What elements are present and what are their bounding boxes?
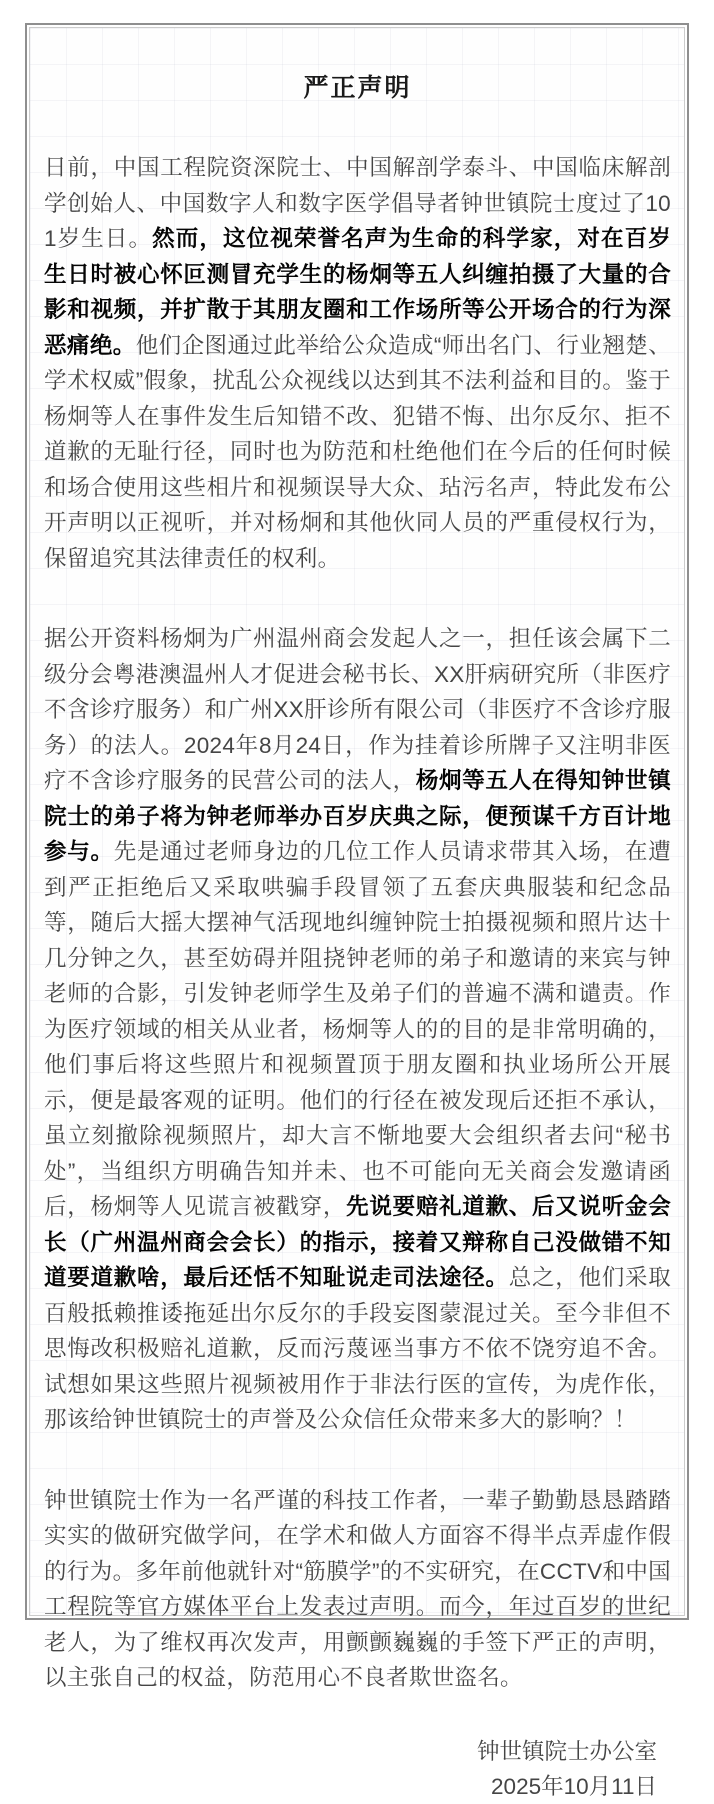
paragraph-2-text-2: 先是通过老师身边的几位工作人员请求带其入场，在遭到严正拒绝后又采取哄骗手段冒领了五套庆典服装和纪念品等，随后大摇大摆神气活现地纠缠钟院士拍摄视频和照片达十几分钟之久，甚至妨碍并阻挠钟老师的弟子和邀请的来宾与钟老师的合影，引发钟老师学生及弟子们的普遍不满和谴责。作为医疗领域的相关从业者，杨炯等人的的目的是非常明确的，他们事后将这些照片和视频置顶于朋友圈和执业场所公开展示，便是最客观的证明。他们的行径在被发现后还拒不承认，虽立刻撤除视频照片，却大言不惭地要大会组织者去问“秘书处”，当组织方明确告知并未、也不可能向无关商会发邀请函后，杨炯等人见谎言被戳穿，: [44, 839, 671, 1219]
paragraph-1-text: 日前，中国工程院资深院士、中国解剖学泰斗、中国临床解剖学创始人、中国数字人和数字医学倡导者钟世镇院士度过了101岁生日。: [44, 155, 671, 251]
paragraph-2-bold-2: 先说要赔礼道歉、后又说听金会长（广州温州商会会长）的指示，接着又辩称自己没做错不知道要道歉啥，最后还恬不知耻说走司法途径。: [44, 1194, 672, 1290]
signature-office: 钟世镇院士办公室: [476, 1738, 657, 1764]
document-title: 严正声明: [303, 74, 412, 102]
paragraph-1-bold: 然而，这位视荣誉名声为生命的科学家，对在百岁生日时被心怀叵测冒充学生的杨炯等五人纠缠拍摄了大量的合影和视频，并扩散于其朋友圈和工作场所等公开场合的行为深恶痛绝。: [44, 226, 671, 358]
paragraph-3: [44, 1483, 671, 1696]
document-frame: [25, 23, 689, 1799]
paragraph-2-text: 据公开资料杨炯为广州温州商会发起人之一，担任该会属下二级分会粤港澳温州人才促进会秘书长、XX肝病研究所（非医疗不含诊疗服务）和广州XX肝诊所有限公司（非医疗不含诊疗服务）的法人。2024年8月24日，作为挂着诊所牌子又注明非医疗不含诊疗服务的民营公司的法人，: [44, 626, 671, 793]
signature-date: 2025年10月11日: [491, 1773, 657, 1799]
paragraph-1-text-2: 他们企图通过此举给公众造成“师出名门、行业翘楚、学术权威”假象，扰乱公众视线以达到其不法利益和目的。鉴于杨炯等人在事件发生后知错不改、犯错不悔、出尔反尔、拒不道歉的无耻行径，同时也为防范和杜绝他们在今后的任何时候和场合使用这些相片和视频误导大众、玷污名声，特此发布公开声明以正视听，并对杨炯和其他伙同人员的严重侵权行为，保留追究其法律责任的权利。: [44, 332, 671, 571]
paragraph-2-bold: 杨炯等五人在得知钟世镇院士的弟子将为钟老师举办百岁庆典之际，便预谋千方百计地参与。: [44, 768, 671, 864]
document-content: [31, 29, 683, 1799]
paragraph-2-text-3: 总之，他们采取百般抵赖推诿拖延出尔反尔的手段妄图蒙混过关。至今非但不思悔改积极赔礼道歉，反而污蔑诬当事方不依不饶穷追不舍。试想如果这些照片视频被用作于非法行医的宣传，为虎作伥，那该给钟世镇院士的声誉及公众信任众带来多大的影响？！: [44, 1265, 671, 1432]
paragraph-2: [44, 621, 671, 1438]
paragraph-3-text: 钟世镇院士作为一名严谨的科技工作者，一辈子勤勤恳恳踏踏实实的做研究做学问，在学术和做人方面容不得半点弄虚作假的行为。多年前他就针对“筋膜学”的不实研究，在CCTV和中国工程院等官方媒体平台上发表过声明。而今，年过百岁的世纪老人，为了维权再次发声，用颤颤巍巍的手签下严正的声明，以主张自己的权益，防范用心不良者欺世盗名。: [44, 1487, 671, 1690]
document-paper: [29, 27, 685, 1799]
paragraph-1: [44, 150, 671, 576]
signature-block: [44, 1734, 671, 1804]
